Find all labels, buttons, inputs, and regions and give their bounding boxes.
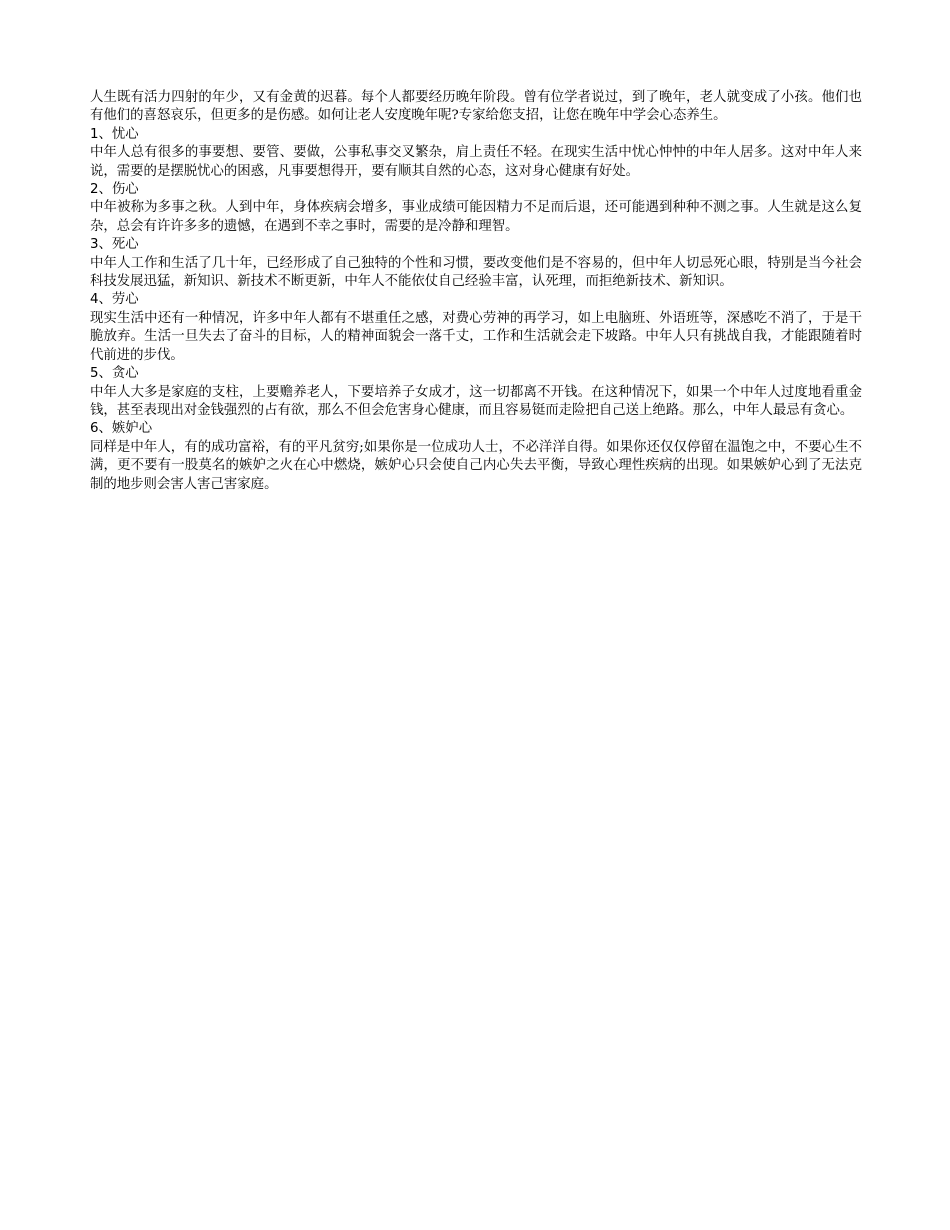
section-body-5: 中年人大多是家庭的支柱，上要赡养老人，下要培养子女成才，这一切都离不开钱。在这种情况下，如果一个中年人过度地看重金钱，甚至表现出对金钱强烈的占有欲，那么不但会危害身心健康，而且容易铤而走险把自己送上绝路。那么，中年人最忌有贪心。 (90, 384, 862, 418)
section-body-3: 中年人工作和生活了几十年，已经形成了自己独特的个性和习惯，要改变他们是不容易的，但中年人切忌死心眼，特别是当今社会科技发展迅猛，新知识、新技术不断更新，中年人不能依仗自己经验丰富，认死理，而拒绝新技术、新知识。 (90, 255, 862, 290)
section-heading-6: 6、嫉妒心 (90, 421, 153, 437)
section-heading-5: 5、贪心 (90, 366, 139, 382)
section-body-6: 同样是中年人，有的成功富裕，有的平凡贫穷;如果你是一位成功人士，不必洋洋自得。如果你还仅仅停留在温饱之中，不要心生不满，更不要有一股莫名的嫉妒之火在心中燃烧，嫉妒心只会使自己内心失去平衡，导致心理性疾病的出现。如果嫉妒心到了无法克制的地步则会害人害己害家庭。 (90, 439, 862, 492)
section-heading-4: 4、劳心 (90, 292, 139, 308)
section-body-2: 中年被称为多事之秋。人到中年，身体疾病会增多，事业成绩可能因精力不足而后退，还可能遇到种种不测之事。人生就是这么复杂，总会有许许多多的遗憾，在遇到不幸之事时，需要的是冷静和理智。 (90, 200, 862, 234)
intro-paragraph: 人生既有活力四射的年少，又有金黄的迟暮。每个人都要经历晚年阶段。曾有位学者说过，到了晚年，老人就变成了小孩。他们也有他们的喜怒哀乐，但更多的是伤感。如何让老人安度晚年呢?专家给您支招，让您在晚年中学会心态养生。 (90, 90, 862, 124)
section-heading-2: 2、伤心 (90, 182, 139, 198)
section-body-1: 中年人总有很多的事要想、要管、要做，公事私事交叉繁杂，肩上责任不轻。在现实生活中忧心忡忡的中年人居多。这对中年人来说，需要的是摆脱忧心的困惑，凡事要想得开，要有顺其自然的心态，这对身心健康有好处。 (90, 145, 862, 179)
section-body-4: 现实生活中还有一种情况，许多中年人都有不堪重任之感，对费心劳神的再学习，如上电脑班、外语班等，深感吃不消了，于是干脆放弃。生活一旦失去了奋斗的目标，人的精神面貌会一落千丈，工作和生活就会走下坡路。中年人只有挑战自我，才能跟随着时代前进的步伐。 (90, 310, 862, 363)
section-heading-1: 1、忧心 (90, 126, 139, 142)
section-heading-3: 3、死心 (90, 237, 139, 253)
document-page (90, 89, 862, 494)
